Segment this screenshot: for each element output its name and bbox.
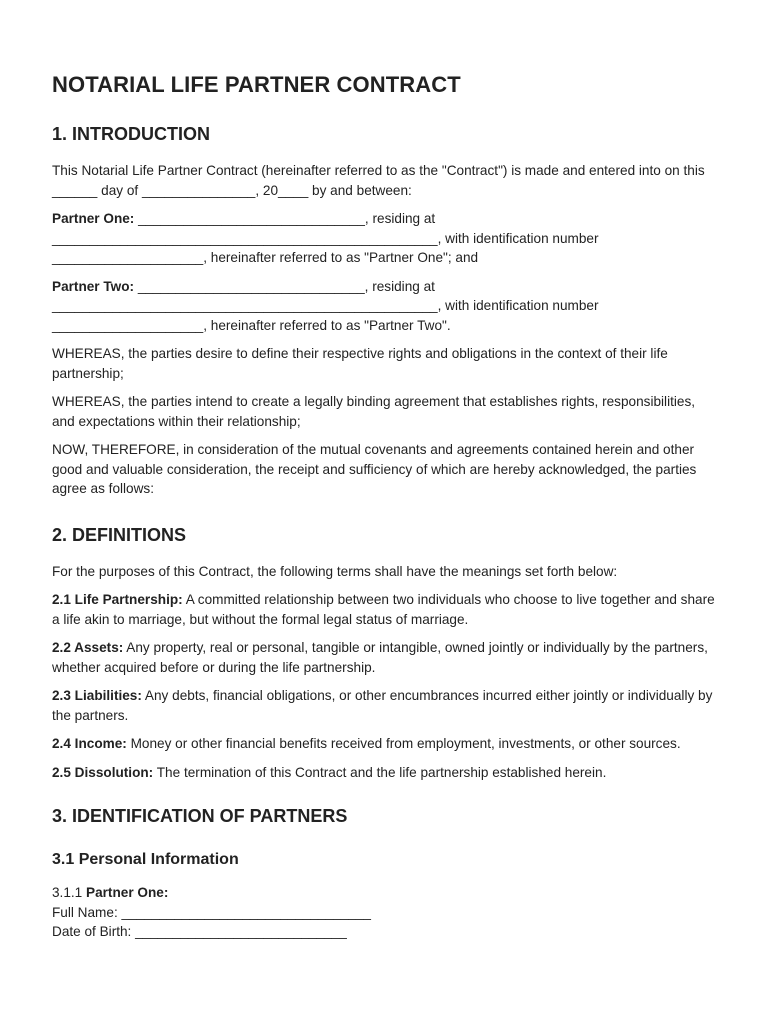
now-therefore-paragraph: NOW, THEREFORE, in consideration of the mutual covenants and agreements contained herein and other good and valuable consideration, the receipt and sufficiency of which are hereby acknowledged, the parties agree as follows:: [52, 442, 697, 496]
definition-item: [52, 638, 718, 677]
partner-two-text: ______________________________, residing at ___________________________________________________, with identification number ____________________, hereinafter referred to as "Partner Two".: [52, 278, 599, 333]
partner-one-paragraph: [52, 209, 718, 268]
partner-one-label: Partner One:: [52, 211, 135, 226]
definition-term: 2.2 Assets:: [52, 640, 124, 655]
definition-text: Any debts, financial obligations, or other encumbrances incurred either jointly or individually by the partners.: [52, 688, 713, 723]
definition-item: [52, 734, 718, 754]
definition-term: 2.1 Life Partnership:: [52, 592, 183, 607]
partner-two-label: Partner Two:: [52, 278, 135, 294]
partner-one-info-heading: [52, 883, 718, 903]
introduction-section: [52, 124, 718, 499]
identification-section: [52, 806, 718, 942]
full-name-line: Full Name: _________________________________: [52, 904, 371, 920]
document-title: NOTARIAL LIFE PARTNER CONTRACT: [52, 72, 461, 97]
partner-one-text: ______________________________, residing at ___________________________________________________, with identification number ____________________, hereinafter referred to as "Partner One"; and: [52, 211, 599, 265]
definition-term: 2.3 Liabilities:: [52, 688, 142, 703]
definition-item: [52, 763, 718, 783]
definition-text: A committed relationship between two individuals who choose to live together and share a life akin to marriage, but without the formal legal status of marriage.: [52, 592, 715, 627]
partner-one-info: [52, 883, 718, 942]
introduction-heading: 1. INTRODUCTION: [52, 124, 211, 144]
introduction-paragraph: This Notarial Life Partner Contract (hereinafter referred to as the "Contract") is made and entered into on this ______ day of _______________, 20____ by and between:: [52, 163, 705, 198]
whereas-paragraph-2: WHEREAS, the parties intend to create a legally binding agreement that establishes rights, responsibilities, and expectations within their relationship;: [52, 394, 696, 429]
definition-item: [52, 590, 718, 629]
date-of-birth-line: Date of Birth: ____________________________: [52, 924, 347, 939]
definition-term: 2.5 Dissolution:: [52, 764, 154, 780]
personal-information-heading: 3.1 Personal Information: [52, 851, 239, 868]
definition-term: 2.4 Income:: [52, 736, 127, 751]
definition-text: Money or other financial benefits received from employment, investments, or other sources.: [126, 736, 681, 751]
definitions-intro: For the purposes of this Contract, the following terms shall have the meanings set forth below:: [52, 563, 618, 579]
whereas-paragraph-1: WHEREAS, the parties desire to define their respective rights and obligations in the context of their life partnership;: [52, 346, 668, 381]
definition-item: [52, 686, 718, 725]
definition-text: Any property, real or personal, tangible or intangible, owned jointly or individually by the partners, whether acquired before or during the life partnership.: [52, 640, 708, 675]
definitions-heading: 2. DEFINITIONS: [52, 524, 187, 545]
identification-heading: 3. IDENTIFICATION OF PARTNERS: [52, 806, 348, 826]
definition-text: The termination of this Contract and the life partnership established herein.: [153, 764, 607, 780]
item-label: Partner One:: [86, 885, 169, 900]
partner-two-paragraph: [52, 277, 718, 336]
item-number: 3.1.1: [52, 885, 87, 900]
definitions-section: [52, 525, 718, 783]
